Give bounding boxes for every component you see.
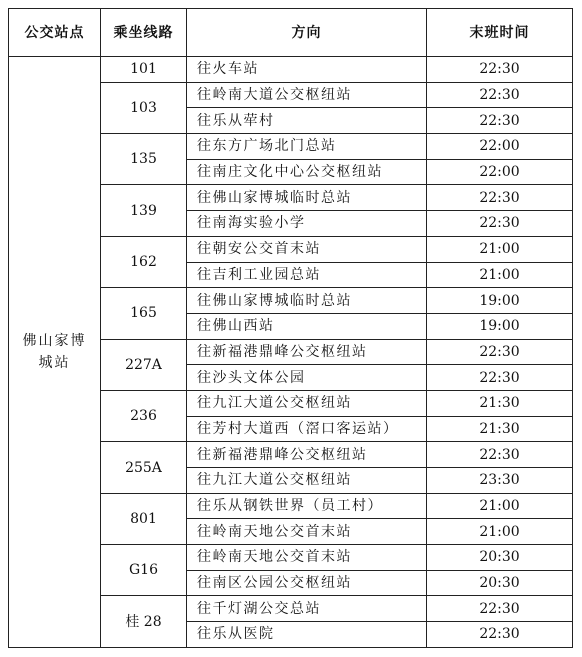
route-number: 桂 28: [101, 596, 187, 647]
route-number: 801: [101, 493, 187, 544]
direction-cell: 往乐从医院: [187, 622, 427, 648]
last-bus-time-cell: 19:00: [427, 313, 573, 339]
direction-cell: 往朝安公交首末站: [187, 236, 427, 262]
direction-cell: 往东方广场北门总站: [187, 134, 427, 160]
last-bus-time-cell: 22:30: [427, 108, 573, 134]
direction-cell: 往千灯湖公交总站: [187, 596, 427, 622]
stop-name: 佛山家博城站: [22, 332, 87, 371]
last-bus-time-cell: 20:30: [427, 545, 573, 571]
direction-cell: 往岭南天地公交首末站: [187, 519, 427, 545]
header-direction: 方向: [187, 9, 427, 57]
last-bus-time-cell: 22:30: [427, 57, 573, 83]
last-bus-time-cell: 22:30: [427, 185, 573, 211]
direction-cell: 往南庄文化中心公交枢纽站: [187, 159, 427, 185]
last-bus-time-cell: 21:00: [427, 262, 573, 288]
direction-cell: 往佛山家博城临时总站: [187, 185, 427, 211]
last-bus-time-cell: 23:30: [427, 468, 573, 494]
bus-schedule-table: [8, 8, 573, 648]
route-number: 139: [101, 185, 187, 236]
last-bus-time-cell: 21:00: [427, 519, 573, 545]
header-last-bus: 末班时间: [427, 9, 573, 57]
header-row: [9, 9, 573, 57]
last-bus-time-cell: 22:30: [427, 596, 573, 622]
last-bus-time-cell: 22:30: [427, 442, 573, 468]
route-number: 101: [101, 57, 187, 83]
schedule-body: [9, 57, 573, 648]
direction-cell: 往沙头文体公园: [187, 365, 427, 391]
last-bus-time-cell: 19:00: [427, 288, 573, 314]
direction-cell: 往岭南天地公交首末站: [187, 545, 427, 571]
last-bus-time-cell: 21:00: [427, 493, 573, 519]
route-number: 236: [101, 390, 187, 441]
route-number: 255A: [101, 442, 187, 493]
route-number: 135: [101, 134, 187, 185]
direction-cell: 往乐从钢铁世界（员工村）: [187, 493, 427, 519]
direction-cell: 往九江大道公交枢纽站: [187, 390, 427, 416]
last-bus-time-cell: 21:30: [427, 390, 573, 416]
header-route: 乘坐线路: [101, 9, 187, 57]
last-bus-time-cell: 20:30: [427, 570, 573, 596]
direction-cell: 往九江大道公交枢纽站: [187, 468, 427, 494]
last-bus-time-cell: 22:30: [427, 365, 573, 391]
last-bus-time-cell: 21:00: [427, 236, 573, 262]
route-number: G16: [101, 545, 187, 596]
direction-cell: 往岭南大道公交枢纽站: [187, 82, 427, 108]
last-bus-time-cell: 22:00: [427, 159, 573, 185]
last-bus-time-cell: 22:30: [427, 211, 573, 237]
direction-cell: 往火车站: [187, 57, 427, 83]
direction-cell: 往新福港鼎峰公交枢纽站: [187, 442, 427, 468]
direction-cell: 往芳村大道西（滘口客运站）: [187, 416, 427, 442]
direction-cell: 往佛山家博城临时总站: [187, 288, 427, 314]
route-number: 162: [101, 236, 187, 287]
route-number: 103: [101, 82, 187, 133]
direction-cell: 往乐从荦村: [187, 108, 427, 134]
last-bus-time-cell: 21:30: [427, 416, 573, 442]
direction-cell: 往新福港鼎峰公交枢纽站: [187, 339, 427, 365]
last-bus-time-cell: 22:30: [427, 82, 573, 108]
direction-cell: 往南区公园公交枢纽站: [187, 570, 427, 596]
last-bus-time-cell: 22:30: [427, 339, 573, 365]
direction-cell: 往吉利工业园总站: [187, 262, 427, 288]
stop-name-cell: [9, 57, 101, 648]
route-number: 165: [101, 288, 187, 339]
direction-cell: 往南海实验小学: [187, 211, 427, 237]
direction-cell: 往佛山西站: [187, 313, 427, 339]
last-bus-time-cell: 22:00: [427, 134, 573, 160]
table-row: [9, 57, 573, 83]
header-stop: 公交站点: [9, 9, 101, 57]
last-bus-time-cell: 22:30: [427, 622, 573, 648]
route-number: 227A: [101, 339, 187, 390]
